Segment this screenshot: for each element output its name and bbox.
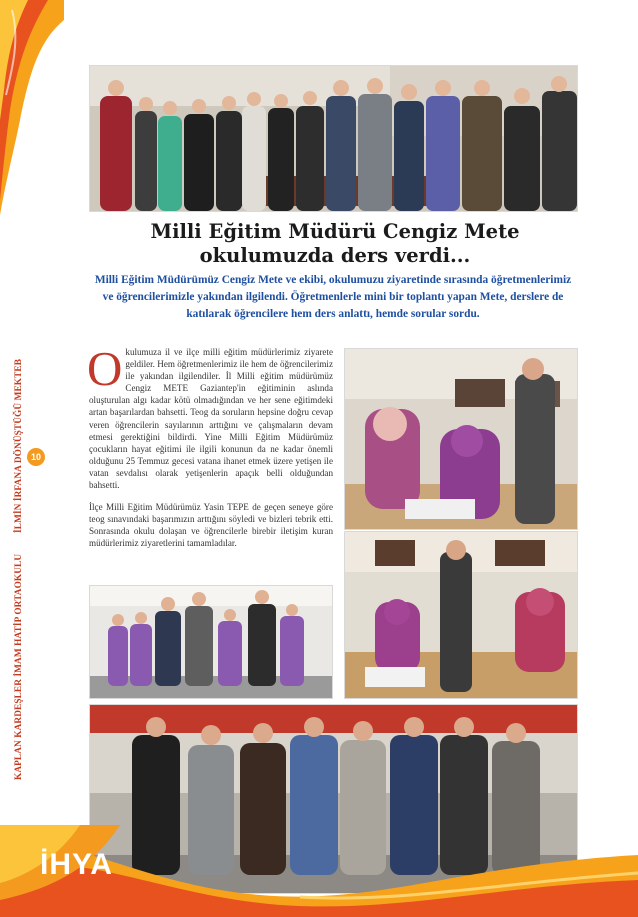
decorative-corner-top <box>0 0 64 215</box>
drop-cap: O <box>87 341 123 396</box>
page-number: 10 <box>27 448 45 466</box>
publication-name: KAPLAN KARDEŞLER İMAM HATİP ORTAOKULU <box>14 553 24 780</box>
article-body <box>87 341 333 550</box>
body-paragraph-1: kulumuza il ve ilçe milli eğitim müdürlerimiz ziyarete geldiler. Hem öğretmenlerimiz ile hem de öğrencilerimiz ile yakından ilgilendiler. İl Milli eğitim müdürümüz Cengiz METE Gaziantep'in eğitiminin aslında oluşturulan algı kadar kötü olmadığından ve her sene eğitimdeki artan başarılardan bahsetti. Teog da soruların hepsine doğru cevap veren öğrencilerin sayılarının arttığını ve çalışmaların devam etmesi gerektiğini bildirdi. Yine Milli Eğitim Müdürümüz çocukların hayat eğitimi ile ilgili konunun da ne kadar önemli olduğunu 25 Temmuz gecesi vatana ihanet etmek üzere yetişen ile vatan sevdalısı olarak yetişenlerin apaçık belli olduğundan bahsetti. <box>89 347 333 491</box>
sidebar-publication-text <box>14 240 28 780</box>
section-name: İLMİN İRFANA DÖNÜŞTÜĞÜ MEKTEB <box>14 358 24 533</box>
article-title: Milli Eğitim Müdürü Cengiz Mete okulumuzda ders verdi... <box>150 220 520 267</box>
ihya-logo: İHYA <box>40 848 113 881</box>
photo-classroom-lesson <box>344 348 578 530</box>
article-lead: Milli Eğitim Müdürümüz Cengiz Mete ve ekibi, okulumuzu ziyaretinde sırasında öğretmenlerimiz ve öğrencilerimizle yakından ilgilendi. Öğretmenlerle mini bir toplantı yapan Mete, derslere de katılarak öğrencilere hem ders anlattı, hemde sorular sordu. <box>94 274 572 320</box>
photo-classroom-students <box>344 531 578 699</box>
photo-group-meeting <box>89 65 578 212</box>
body-paragraph-2: İlçe Milli Eğitim Müdürümüz Yasin TEPE de geçen seneye göre teog sınavındaki başarımızın arttığını söyledi ve bizleri tebrik etti. Sonrasında okulu dolaşan ve öğrencilerle birebir iletişim kuran müdürlerimiz ziyaretlerini tamamladılar. <box>89 502 333 549</box>
photo-corridor-students <box>89 585 333 699</box>
